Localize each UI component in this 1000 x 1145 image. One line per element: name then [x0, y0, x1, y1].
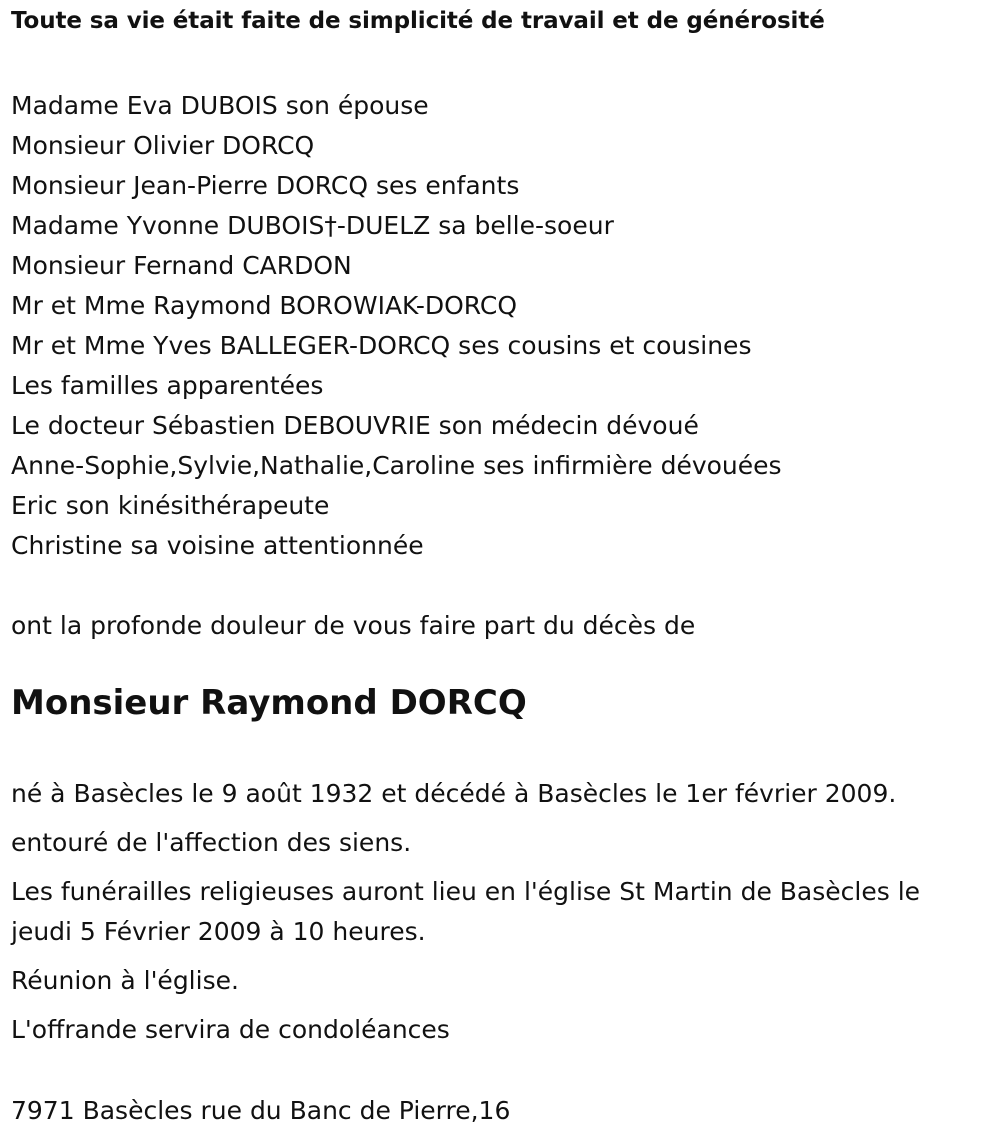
- family-member: Monsieur Jean-Pierre DORCQ ses enfants: [11, 171, 520, 200]
- motto-heading: Toute sa vie était faite de simplicité de travail et de générosité: [11, 8, 825, 34]
- family-member: Le docteur Sébastien DEBOUVRIE son médecin dévoué: [11, 411, 699, 440]
- family-member: Anne-Sophie,Sylvie,Nathalie,Caroline ses infirmière dévouées: [11, 451, 782, 480]
- family-member: Monsieur Olivier DORCQ: [11, 131, 315, 160]
- family-member: Christine sa voisine attentionnée: [11, 531, 424, 560]
- family-member: Madame Eva DUBOIS son épouse: [11, 91, 429, 120]
- family-list: [11, 86, 782, 566]
- family-member: Les familles apparentées: [11, 371, 324, 400]
- family-member: [11, 206, 782, 246]
- family-member: Eric son kinésithérapeute: [11, 491, 330, 520]
- family-member-suffix: -DUELZ sa belle-soeur: [336, 211, 614, 240]
- details-line: entouré de l'affection des siens.: [11, 828, 412, 857]
- family-member: Mr et Mme Raymond BOROWIAK-DORCQ: [11, 291, 518, 320]
- deceased-name: Monsieur Raymond DORCQ: [11, 683, 527, 723]
- announcement-text: ont la profonde douleur de vous faire part du décès de: [11, 611, 696, 640]
- family-member: Mr et Mme Yves BALLEGER-DORCQ ses cousins et cousines: [11, 331, 752, 360]
- family-member: Monsieur Fernand CARDON: [11, 251, 352, 280]
- details-line: Réunion à l'église.: [11, 966, 239, 995]
- birth-death-dates: né à Basècles le 9 août 1932 et décédé à Basècles le 1er février 2009.: [11, 779, 897, 808]
- family-member-name: Madame Yvonne DUBOIS: [11, 211, 325, 240]
- details-section: [11, 774, 986, 1059]
- funeral-info: Les funérailles religieuses auront lieu en l'église St Martin de Basècles le jeudi 5 Février 2009 à 10 heures.: [11, 877, 921, 946]
- details-line: L'offrande servira de condoléances: [11, 1015, 450, 1044]
- address: 7971 Basècles rue du Banc de Pierre,16: [11, 1096, 511, 1125]
- cross-icon: †: [324, 211, 337, 240]
